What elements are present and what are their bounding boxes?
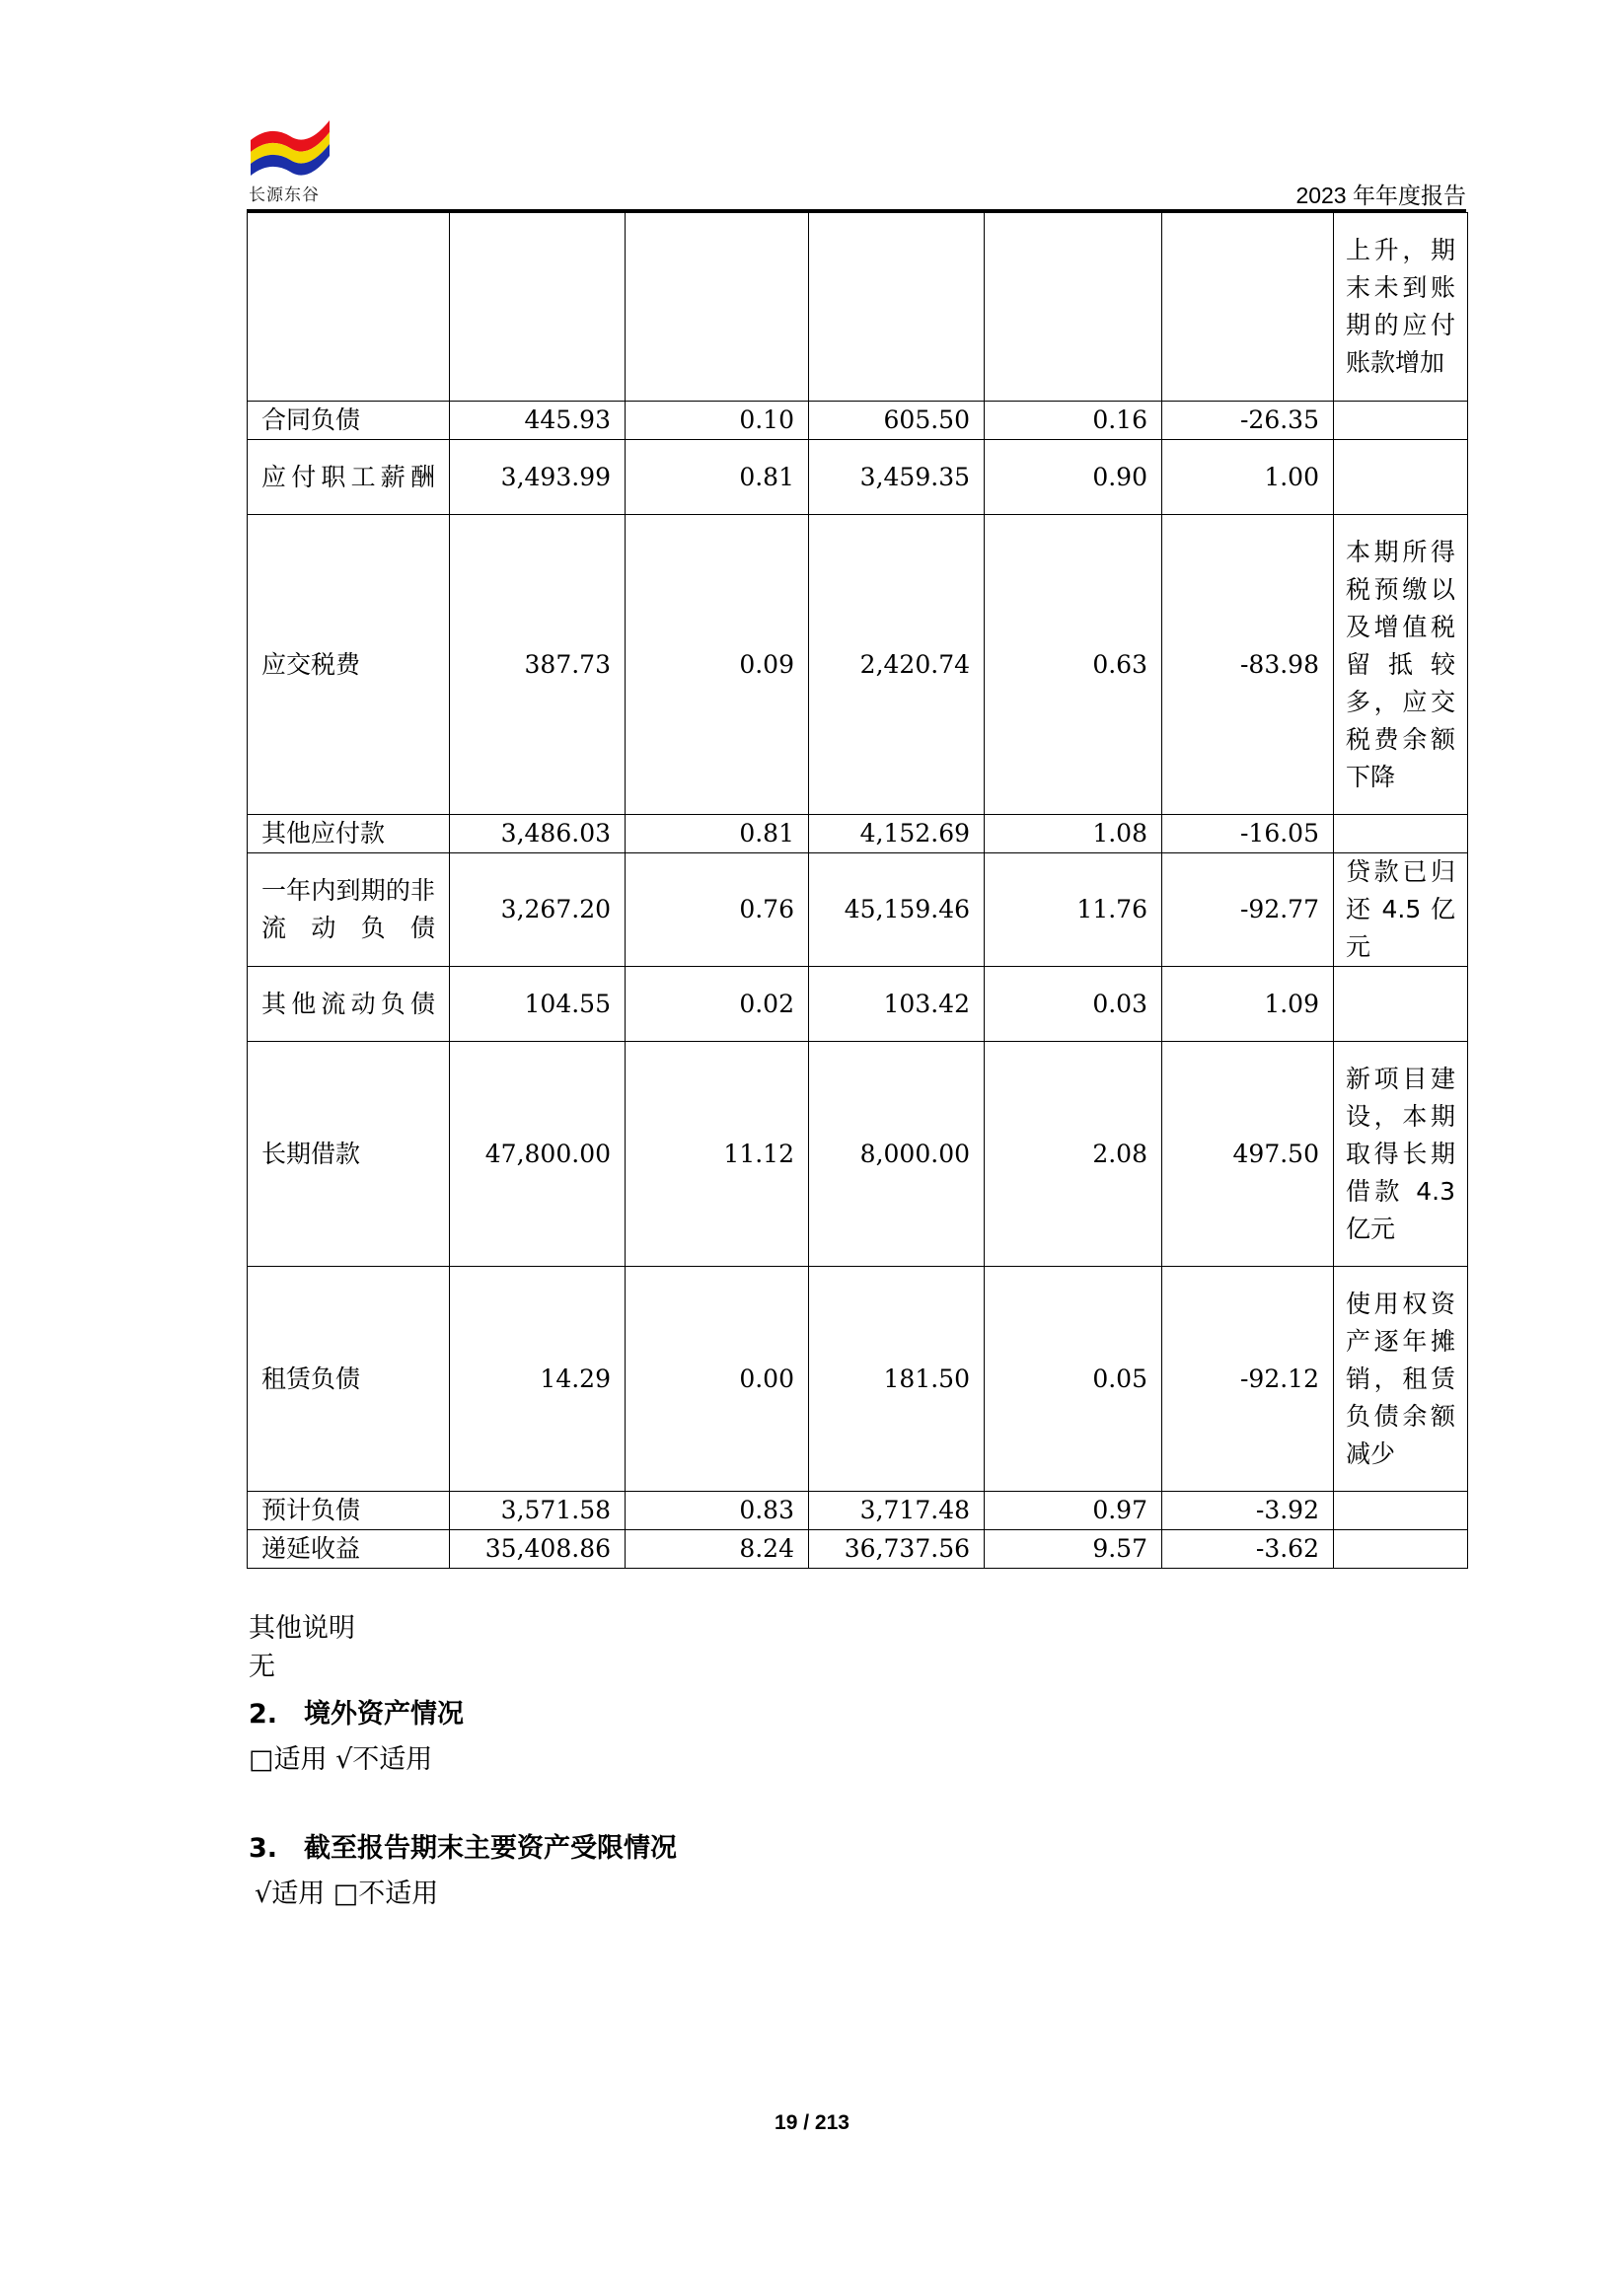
logo-text: 长源东谷 [249, 185, 320, 205]
cell-current: 387.73 [450, 515, 626, 815]
cell-current: 3,486.03 [450, 815, 626, 853]
table-row [248, 1530, 1468, 1569]
cell-item [248, 213, 450, 402]
cell-prior: 45,159.46 [809, 853, 985, 967]
cell-prior: 8,000.00 [809, 1042, 985, 1267]
cell-current-pct: 8.24 [626, 1530, 809, 1569]
cell-note [1334, 440, 1468, 515]
cell-note: 使用权资产逐年摊销，租赁负债余额减少 [1334, 1267, 1468, 1492]
cell-prior-pct [985, 213, 1162, 402]
report-title: 2023 年年度报告 [1295, 183, 1466, 208]
cell-note [1334, 967, 1468, 1042]
cell-prior-pct: 1.08 [985, 815, 1162, 853]
cell-prior: 103.42 [809, 967, 985, 1042]
cell-item: 递延收益 [248, 1530, 450, 1569]
cell-current: 104.55 [450, 967, 626, 1042]
cell-item: 其他应付款 [248, 815, 450, 853]
table-row [248, 1492, 1468, 1530]
cell-prior-pct: 9.57 [985, 1530, 1162, 1569]
cell-prior: 3,717.48 [809, 1492, 985, 1530]
cell-item: 租赁负债 [248, 1267, 450, 1492]
cell-current-pct: 0.00 [626, 1267, 809, 1492]
table-row [248, 515, 1468, 815]
cell-prior-pct: 11.76 [985, 853, 1162, 967]
cell-change: -3.62 [1162, 1530, 1334, 1569]
liabilities-table [247, 212, 1468, 1569]
cell-note: 贷款已归还 4.5 亿元 [1334, 853, 1468, 967]
cell-item: 预计负债 [248, 1492, 450, 1530]
cell-current: 14.29 [450, 1267, 626, 1492]
cell-note [1334, 815, 1468, 853]
cell-change: 1.09 [1162, 967, 1334, 1042]
cell-change: -92.77 [1162, 853, 1334, 967]
cell-prior: 4,152.69 [809, 815, 985, 853]
cell-change [1162, 213, 1334, 402]
cell-prior: 2,420.74 [809, 515, 985, 815]
cell-prior-pct: 0.05 [985, 1267, 1162, 1492]
cell-prior: 36,737.56 [809, 1530, 985, 1569]
cell-item: 应付职工薪酬 [248, 440, 450, 515]
cell-prior: 605.50 [809, 402, 985, 440]
cell-current-pct: 0.76 [626, 853, 809, 967]
cell-current-pct: 0.02 [626, 967, 809, 1042]
cell-note: 上升，期末未到账期的应付账款增加 [1334, 213, 1468, 402]
cell-note: 新项目建设，本期取得长期借款 4.3 亿元 [1334, 1042, 1468, 1267]
table-row [248, 440, 1468, 515]
cell-item: 应交税费 [248, 515, 450, 815]
cell-note [1334, 402, 1468, 440]
cell-current-pct: 0.09 [626, 515, 809, 815]
cell-current-pct [626, 213, 809, 402]
table-row [248, 853, 1468, 967]
cell-note: 本期所得税预缴以及增值税留抵较多，应交税费余额下降 [1334, 515, 1468, 815]
cell-current: 3,571.58 [450, 1492, 626, 1530]
other-notes-value: 无 [249, 1652, 275, 1682]
table-row [248, 1267, 1468, 1492]
cell-change: -83.98 [1162, 515, 1334, 815]
cell-prior: 3,459.35 [809, 440, 985, 515]
table-row [248, 402, 1468, 440]
cell-change: 1.00 [1162, 440, 1334, 515]
cell-change: -26.35 [1162, 402, 1334, 440]
cell-prior-pct: 0.90 [985, 440, 1162, 515]
cell-prior-pct: 0.16 [985, 402, 1162, 440]
cell-item: 一年内到期的非流动负债 [248, 853, 450, 967]
section-3-heading: 3. 截至报告期末主要资产受限情况 [249, 1833, 678, 1864]
cell-change: -92.12 [1162, 1267, 1334, 1492]
cell-current: 3,493.99 [450, 440, 626, 515]
cell-prior-pct: 2.08 [985, 1042, 1162, 1267]
section-3-options: √适用 □不适用 [255, 1879, 439, 1909]
cell-change: 497.50 [1162, 1042, 1334, 1267]
cell-change: -16.05 [1162, 815, 1334, 853]
company-logo [249, 116, 330, 178]
cell-current: 445.93 [450, 402, 626, 440]
page-number: 19 / 213 [775, 2111, 849, 2134]
cell-prior-pct: 0.63 [985, 515, 1162, 815]
cell-current: 3,267.20 [450, 853, 626, 967]
cell-current-pct: 0.81 [626, 440, 809, 515]
cell-item: 其他流动负债 [248, 967, 450, 1042]
cell-prior-pct: 0.97 [985, 1492, 1162, 1530]
cell-prior [809, 213, 985, 402]
cell-current [450, 213, 626, 402]
cell-change: -3.92 [1162, 1492, 1334, 1530]
table-row [248, 1042, 1468, 1267]
cell-current: 35,408.86 [450, 1530, 626, 1569]
cell-current-pct: 0.10 [626, 402, 809, 440]
cell-item: 合同负债 [248, 402, 450, 440]
section-2-options: □适用 √不适用 [249, 1744, 433, 1775]
table-row [248, 815, 1468, 853]
other-notes-label: 其他说明 [249, 1613, 355, 1644]
cell-item: 长期借款 [248, 1042, 450, 1267]
cell-current-pct: 11.12 [626, 1042, 809, 1267]
cell-current: 47,800.00 [450, 1042, 626, 1267]
cell-prior: 181.50 [809, 1267, 985, 1492]
cell-note [1334, 1492, 1468, 1530]
table-row [248, 213, 1468, 402]
cell-note [1334, 1530, 1468, 1569]
section-2-heading: 2. 境外资产情况 [249, 1699, 465, 1730]
cell-prior-pct: 0.03 [985, 967, 1162, 1042]
cell-current-pct: 0.81 [626, 815, 809, 853]
table-row [248, 967, 1468, 1042]
cell-current-pct: 0.83 [626, 1492, 809, 1530]
